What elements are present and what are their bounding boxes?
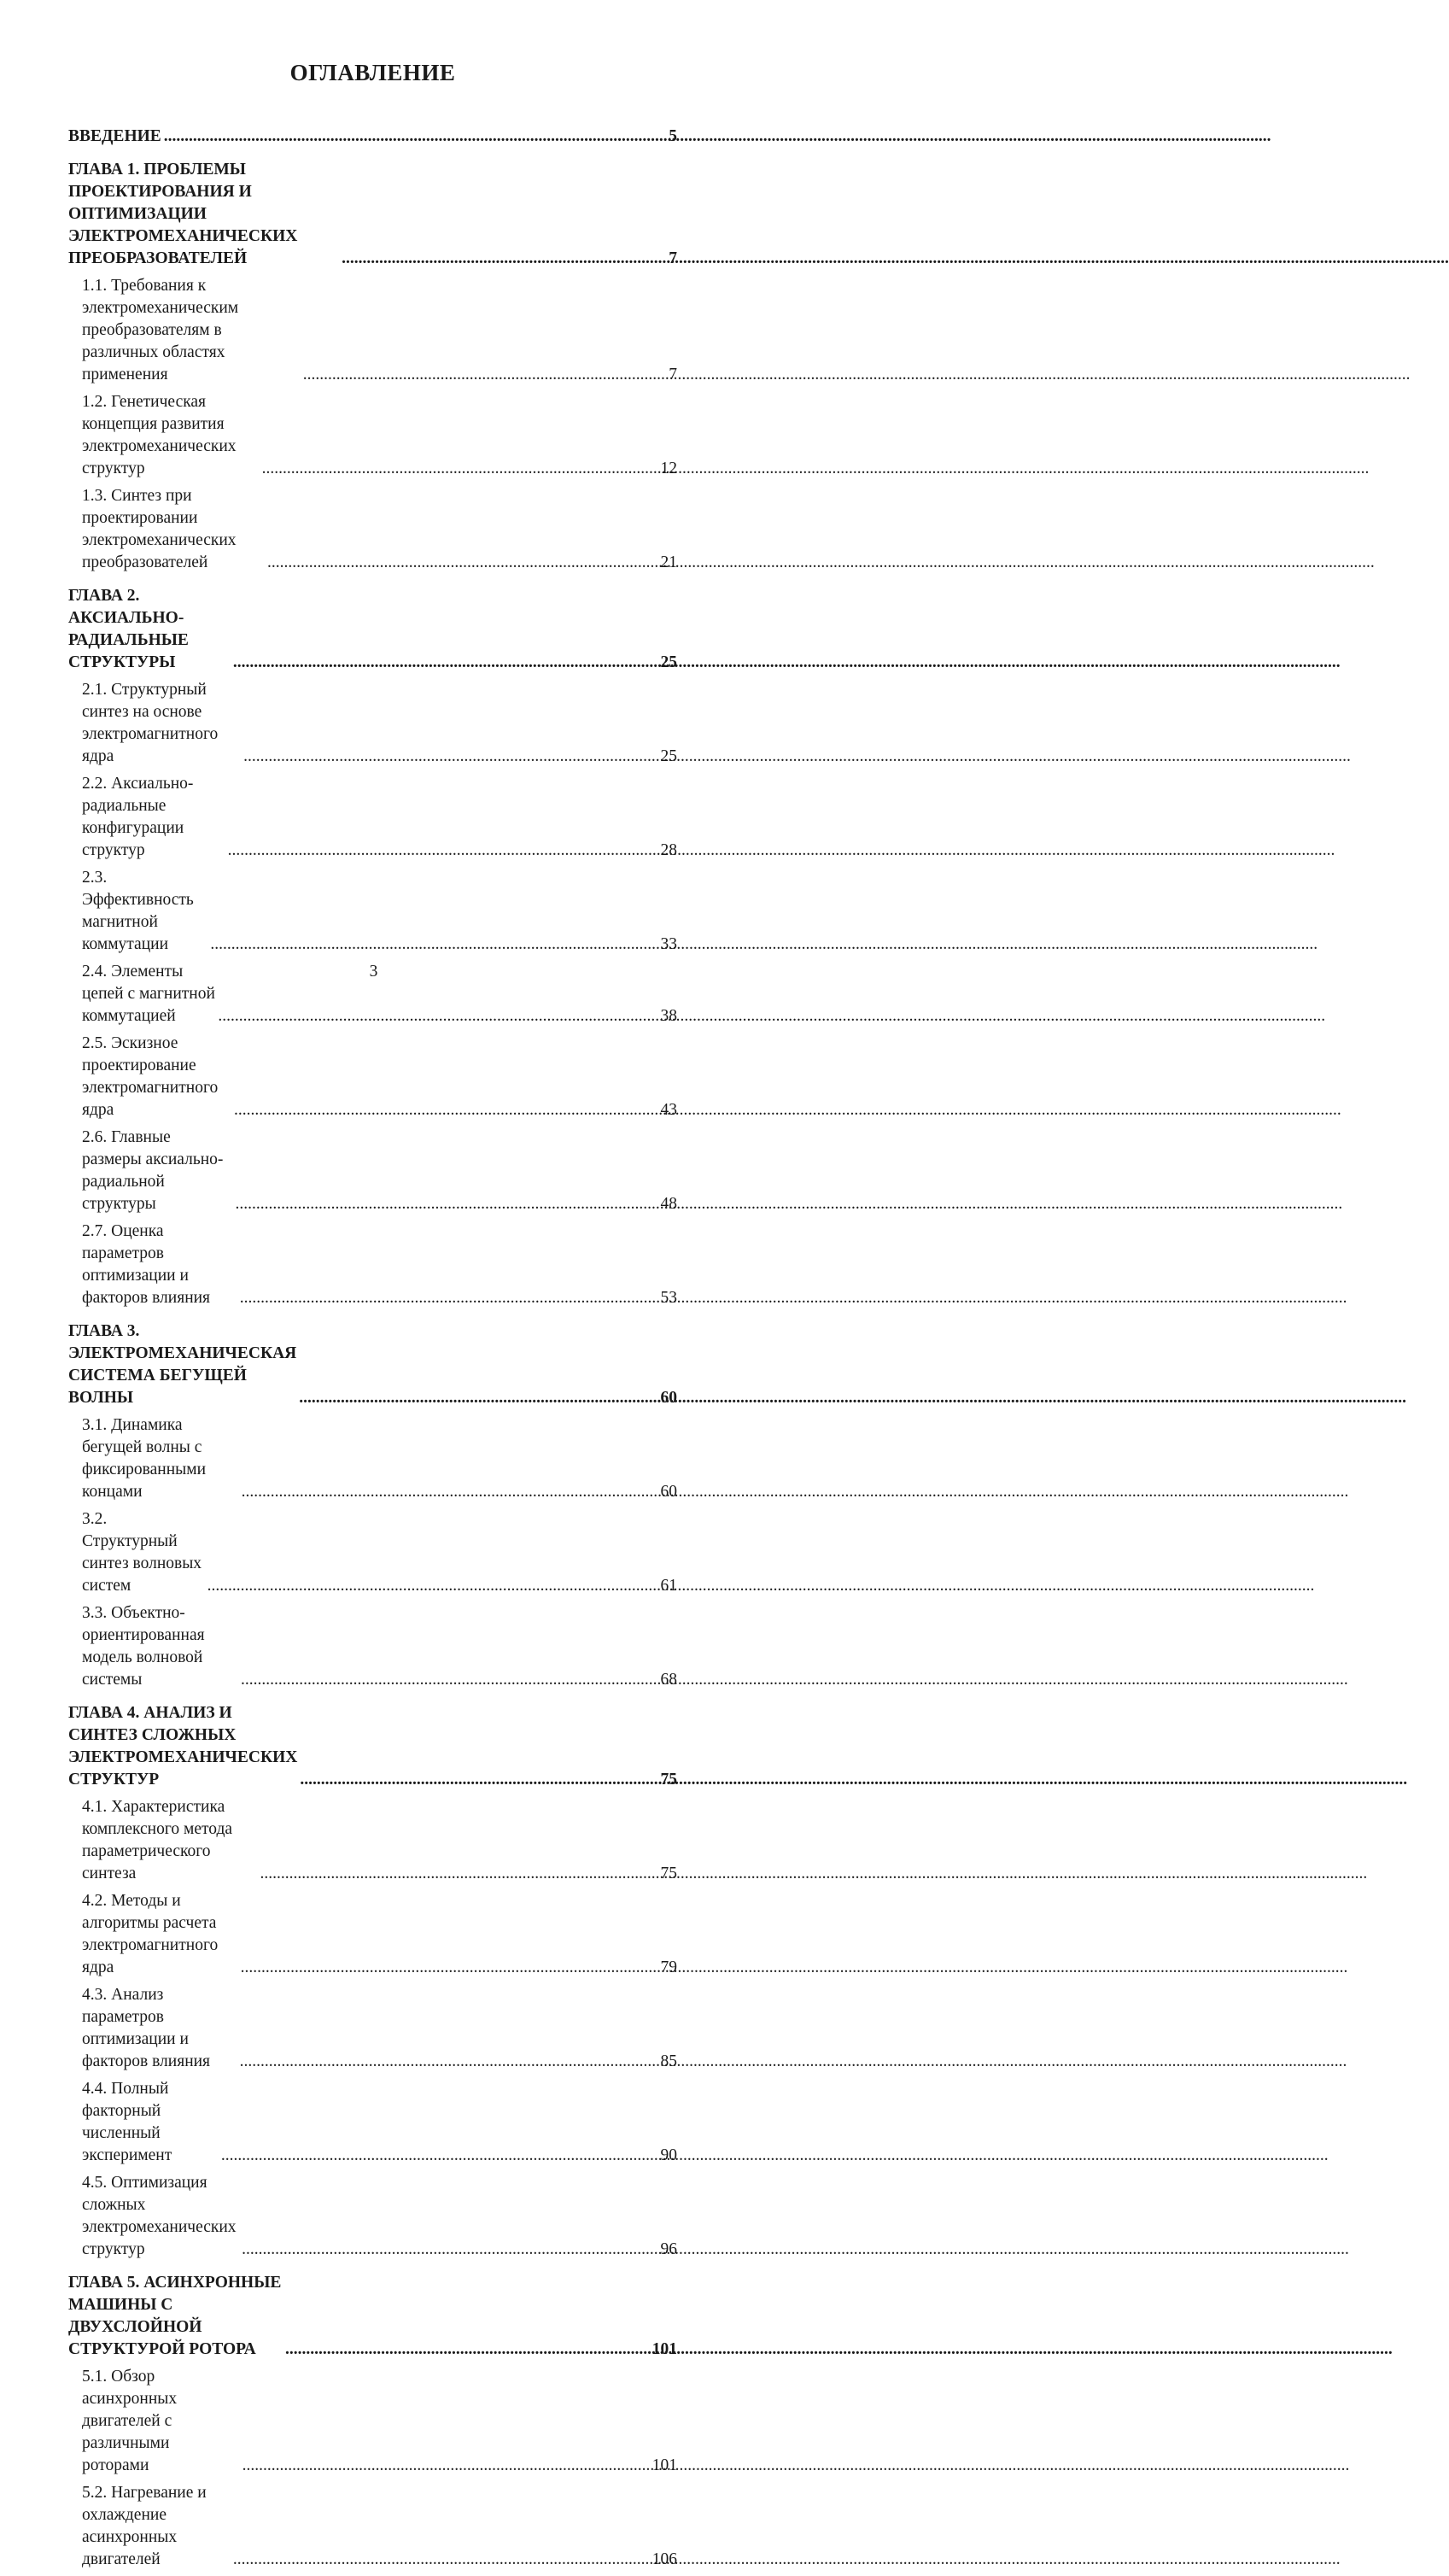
toc-entry-label: 1.3. Синтез при проектировании электромеханических преобразователей: [82, 487, 237, 571]
leader-dots: [233, 652, 658, 674]
leader-dots: [218, 1005, 657, 1027]
toc-entry-label: ВВЕДЕНИЕ: [68, 127, 161, 145]
leader-dots: [299, 1387, 657, 1409]
chapter-block: [68, 2272, 677, 2571]
toc-section-3-3[interactable]: [68, 1602, 677, 1691]
leader-dots: [221, 2145, 658, 2167]
leader-dots: [228, 840, 658, 862]
toc-entry-intro[interactable]: [68, 126, 677, 148]
toc-entry-label: 4.5. Оптимизация сложных электромеханических структур: [82, 2174, 237, 2258]
leader-dots: [260, 1863, 657, 1885]
leader-dots: [262, 458, 658, 480]
toc-entry-page: 7: [669, 366, 677, 383]
leader-dots: [233, 2549, 650, 2571]
toc-entry-page: 101: [651, 2340, 677, 2358]
toc-section-2-3[interactable]: [68, 867, 677, 956]
toc-section-5-1[interactable]: [68, 2366, 677, 2477]
toc-entry-page: 25: [660, 653, 677, 671]
toc-entry-page: 60: [660, 1483, 677, 1501]
toc-entry-page: 106: [651, 2550, 677, 2568]
toc-entry-label: 2.4. Элементы цепей с магнитной коммутацией: [82, 963, 215, 1025]
leader-dots: [240, 2051, 658, 2073]
toc-entry-label: 2.1. Структурный синтез на основе электромагнитного ядра: [82, 681, 219, 765]
leader-dots: [234, 1099, 657, 1121]
toc-entry-label: 2.5. Эскизное проектирование электромагнитного ядра: [82, 1034, 219, 1119]
toc-entry-label: 2.2. Аксиально-радиальные конфигурации структур: [82, 775, 194, 859]
leader-dots: [242, 1481, 658, 1503]
chapters-list: [68, 159, 677, 2571]
chapter-block: [68, 1702, 677, 2261]
leader-dots: [241, 1957, 658, 1979]
toc-section-2-7[interactable]: [68, 1221, 677, 1309]
toc-entry-page: 43: [660, 1101, 677, 1119]
toc-section-3-1[interactable]: [68, 1414, 677, 1503]
toc-entry-page: 101: [651, 2456, 677, 2474]
toc-chapter-2[interactable]: [68, 585, 677, 674]
toc-entry-label: ГЛАВА 1. ПРОБЛЕМЫ ПРОЕКТИРОВАНИЯ И ОПТИМИЗАЦИИ ЭЛЕКТРОМЕХАНИЧЕСКИХ ПРЕОБРАЗОВАТЕЛЕЙ: [68, 161, 298, 267]
leader-dots: [241, 1669, 657, 1691]
leader-dots: [243, 746, 657, 768]
toc-section-4-2[interactable]: [68, 1890, 677, 1979]
toc-entry-page: 25: [660, 747, 677, 765]
chapter-block: [68, 1320, 677, 1691]
toc-entry-page: 79: [660, 1958, 677, 1976]
toc-chapter-5[interactable]: [68, 2272, 677, 2361]
toc-section-5-2[interactable]: [68, 2482, 677, 2571]
toc-entry-label: 2.7. Оценка параметров оптимизации и факторов влияния: [82, 1222, 211, 1307]
toc-entry-label: 5.1. Обзор асинхронных двигателей с различными роторами: [82, 2368, 178, 2474]
leader-dots: [300, 1769, 657, 1791]
toc-entry-label: 1.2. Генетическая концепция развития электромеханических структур: [82, 393, 237, 477]
toc-entry-label: 3.3. Объектно-ориентированная модель волновой системы: [82, 1604, 205, 1689]
toc-entry-label: 4.1. Характеристика комплексного метода параметрического синтеза: [82, 1798, 233, 1882]
toc-entry-page: 85: [660, 2052, 677, 2070]
toc-entry-page: 61: [660, 1577, 677, 1595]
leader-dots: [240, 1287, 658, 1309]
page-number: 3: [369, 963, 378, 981]
toc-entry-label: 3.1. Динамика бегущей волны с фиксированными концами: [82, 1416, 207, 1501]
toc-entry-page: 12: [660, 460, 677, 477]
chapter-block: [68, 585, 677, 1309]
toc-entry-label: 2.6. Главные размеры аксиально-радиальной структуры: [82, 1128, 224, 1213]
toc-entry-page: 7: [669, 249, 677, 267]
toc-entry-page: 33: [660, 935, 677, 953]
leader-dots: [303, 364, 667, 386]
toc-entry-label: 4.3. Анализ параметров оптимизации и факторов влияния: [82, 1986, 211, 2070]
toc-section-2-1[interactable]: [68, 679, 677, 768]
toc-section-2-2[interactable]: [68, 773, 677, 862]
toc-entry-label: ГЛАВА 2. АКСИАЛЬНО-РАДИАЛЬНЫЕ СТРУКТУРЫ: [68, 587, 189, 671]
toc-entry-page: 53: [660, 1289, 677, 1307]
toc-section-3-2[interactable]: [68, 1508, 677, 1597]
leader-dots: [236, 1193, 658, 1215]
toc-section-2-5[interactable]: [68, 1033, 677, 1121]
toc-entry-page: 48: [660, 1195, 677, 1213]
toc-entry-label: ГЛАВА 3. ЭЛЕКТРОМЕХАНИЧЕСКАЯ СИСТЕМА БЕГУЩЕЙ ВОЛНЫ: [68, 1322, 297, 1407]
leader-dots: [267, 552, 658, 574]
leader-dots: [242, 2239, 657, 2261]
toc-entry-label: 2.3. Эффективность магнитной коммутации: [82, 869, 194, 953]
toc-entry-label: 5.2. Нагревание и охлаждение асинхронных двигателей: [82, 2484, 207, 2568]
toc-entry-page: 68: [660, 1671, 677, 1689]
toc-entry-page: 21: [660, 553, 677, 571]
page-title: ОГЛАВЛЕНИЕ: [289, 60, 456, 85]
toc-entry-page: 75: [660, 1865, 677, 1882]
toc-entry-label: ГЛАВА 5. АСИНХРОННЫЕ МАШИНЫ С ДВУХСЛОЙНОЙ СТРУКТУРОЙ РОТОРА: [68, 2274, 282, 2358]
toc-chapter-1[interactable]: [68, 159, 677, 270]
toc-entry-page: 5: [669, 127, 677, 145]
leader-dots: [164, 126, 666, 148]
toc-section-4-1[interactable]: [68, 1796, 677, 1885]
toc-entry-page: 96: [660, 2240, 677, 2258]
toc-section-1-1[interactable]: [68, 275, 677, 386]
leader-dots: [342, 248, 666, 270]
leader-dots: [207, 1575, 658, 1597]
toc-entry-page: 75: [660, 1771, 677, 1789]
toc-entry-label: 4.2. Методы и алгоритмы расчета электромагнитного ядра: [82, 1892, 219, 1976]
toc-entry-label: 3.2. Структурный синтез волновых систем: [82, 1510, 202, 1595]
toc-entry-label: 4.4. Полный факторный численный эксперимент: [82, 2080, 172, 2164]
toc-entry-page: 60: [660, 1389, 677, 1407]
toc-entry-label: ГЛАВА 4. АНАЛИЗ И СИНТЕЗ СЛОЖНЫХ ЭЛЕКТРОМЕХАНИЧЕСКИХ СТРУКТУР: [68, 1704, 298, 1789]
toc-section-4-3[interactable]: [68, 1984, 677, 2073]
leader-dots: [242, 2455, 650, 2477]
leader-dots: [210, 934, 657, 956]
leader-dots: [285, 2339, 650, 2361]
chapter-block: [68, 159, 677, 574]
toc-section-1-2[interactable]: [68, 391, 677, 480]
toc-entry-label: 1.1. Требования к электромеханическим преобразователям в различных областях применения: [82, 277, 239, 383]
table-of-contents: [68, 51, 677, 2576]
toc-section-4-5[interactable]: [68, 2172, 677, 2261]
toc-chapter-3[interactable]: [68, 1320, 677, 1409]
toc-chapter-4[interactable]: [68, 1702, 677, 1791]
toc-section-1-3[interactable]: [68, 485, 677, 574]
toc-section-2-6[interactable]: [68, 1127, 677, 1215]
toc-section-4-4[interactable]: [68, 2078, 677, 2167]
toc-entry-page: 90: [660, 2146, 677, 2164]
toc-entry-page: 38: [660, 1007, 677, 1025]
toc-entry-page: 28: [660, 841, 677, 859]
